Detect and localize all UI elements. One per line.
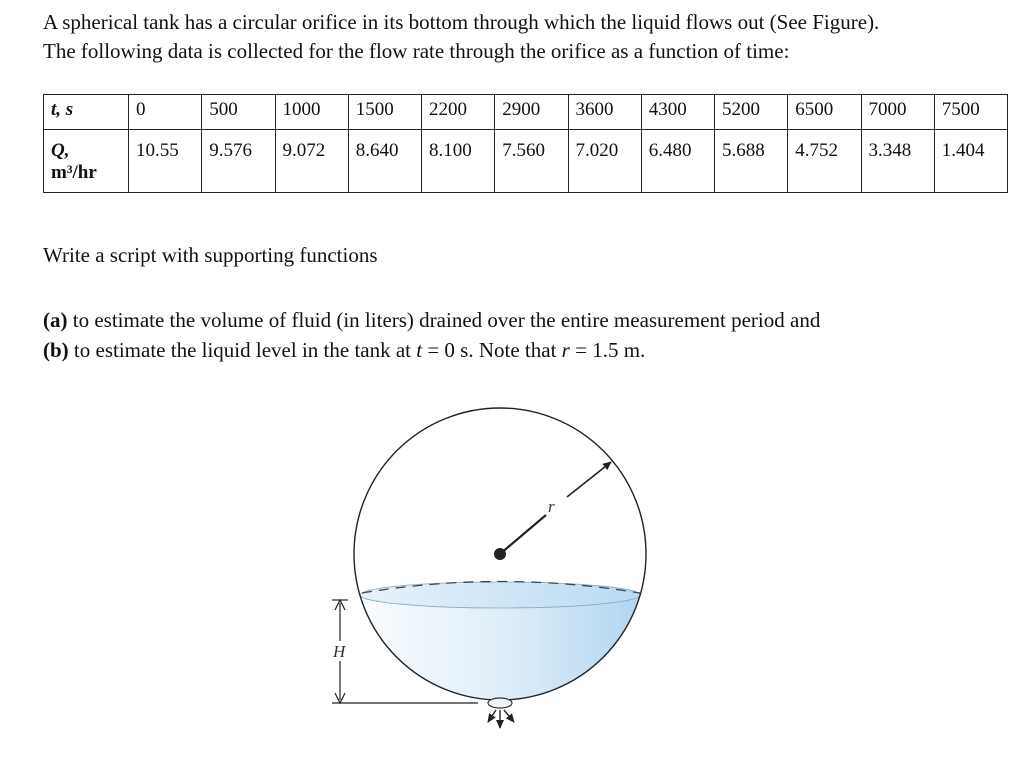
time-cell: 2900	[495, 95, 568, 130]
task-a: (a) to estimate the volume of fluid (in liters) drained over the entire measurement period and	[43, 308, 821, 332]
flow-cell: 7.020	[568, 130, 641, 193]
flow-cell: 6.480	[641, 130, 714, 193]
liquid-surface	[360, 582, 640, 608]
time-cell: 5200	[715, 95, 788, 130]
flow-cell: 9.072	[275, 130, 348, 193]
liquid-body	[340, 595, 660, 715]
intro-line-1: A spherical tank has a circular orifice in its bottom through which the liquid flows out (See Figure).	[43, 10, 880, 34]
outflow-arrow-left	[488, 710, 496, 722]
time-row-header: t, s	[44, 95, 129, 130]
time-cell: 7000	[861, 95, 934, 130]
script-instruction: Write a script with supporting functions	[43, 243, 378, 267]
time-cell: 4300	[641, 95, 714, 130]
flow-unit: m³/hr	[51, 162, 97, 183]
flow-cell: 8.640	[348, 130, 421, 193]
flow-cell: 3.348	[861, 130, 934, 193]
time-cell: 1000	[275, 95, 348, 130]
time-cell: 500	[202, 95, 275, 130]
radius-arrow	[567, 462, 611, 497]
flow-symbol: Q,	[51, 140, 70, 161]
flow-cell: 9.576	[202, 130, 275, 193]
height-label: H	[333, 642, 346, 661]
radius-line-inner	[500, 515, 546, 554]
flow-cell: 7.560	[495, 130, 568, 193]
time-cell: 0	[129, 95, 202, 130]
time-cell: 1500	[348, 95, 421, 130]
time-cell: 2200	[422, 95, 495, 130]
time-cell: 3600	[568, 95, 641, 130]
radius-label: r	[548, 497, 555, 516]
flow-cell: 5.688	[715, 130, 788, 193]
intro-line-2: The following data is collected for the flow rate through the orifice as a function of time:	[43, 39, 790, 63]
outflow-arrow-right	[504, 710, 514, 722]
time-cell: 7500	[934, 95, 1007, 130]
flow-cell: 1.404	[934, 130, 1007, 193]
time-cell: 6500	[788, 95, 861, 130]
task-b: (b) to estimate the liquid level in the tank at t = 0 s. Note that r = 1.5 m.	[43, 338, 646, 362]
flow-cell: 10.55	[129, 130, 202, 193]
flow-cell: 8.100	[422, 130, 495, 193]
flow-cell: 4.752	[788, 130, 861, 193]
orifice	[488, 698, 512, 708]
